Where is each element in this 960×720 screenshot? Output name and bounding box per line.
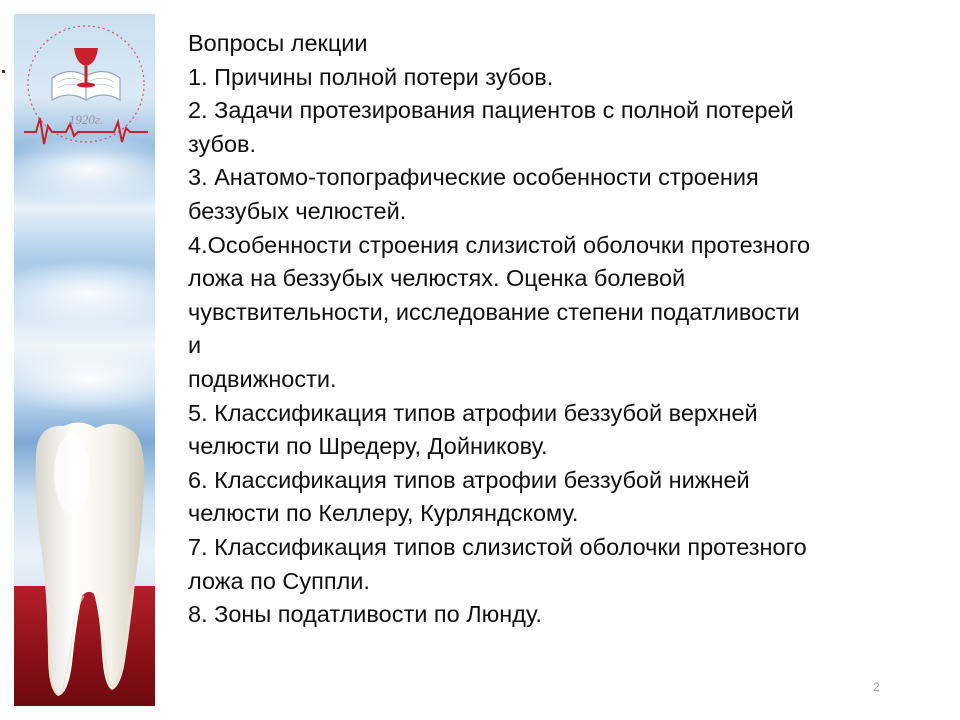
lecture-line: беззубых челюстей.	[188, 197, 407, 224]
lecture-line: 3. Анатомо-топографические особенности строения	[188, 164, 759, 191]
decorative-side-panel	[14, 14, 155, 706]
lecture-line: челюсти по Келлеру, Курляндскому.	[188, 500, 579, 527]
lecture-line: подвижности.	[188, 365, 337, 392]
lecture-heading: Вопросы лекции	[188, 30, 368, 56]
lecture-line: и	[188, 332, 202, 359]
lecture-line: челюсти по Шредеру, Дойникову.	[188, 433, 548, 460]
lecture-line: чувствительности, исследование степени податливости	[188, 298, 800, 325]
lecture-line: 2. Задачи протезирования пациентов с полной потерей	[188, 97, 794, 124]
lecture-line: ложа на беззубых челюстях. Оценка болевой	[188, 265, 686, 292]
bullet-dot	[2, 70, 5, 73]
lecture-line: ложа по Суппли.	[188, 567, 370, 594]
logo-year: 1920г.	[68, 112, 104, 127]
lecture-line: зубов.	[188, 130, 257, 157]
lecture-line: 5. Классификация типов атрофии беззубой верхней	[188, 399, 758, 426]
lecture-line: 1. Причины полной потери зубов.	[188, 63, 554, 90]
lecture-line: 6. Классификация типов атрофии беззубой нижней	[188, 466, 750, 493]
tooth-illustration	[14, 14, 155, 706]
slide-number: 2	[873, 680, 880, 694]
lecture-line: 4.Особенности строения слизистой оболочки протезного	[188, 231, 811, 258]
lecture-line: 7. Классификация типов слизистой оболочки протезного	[188, 533, 807, 560]
lecture-line: 8. Зоны податливости по Люнду.	[188, 601, 542, 628]
lecture-questions-text	[188, 27, 938, 632]
